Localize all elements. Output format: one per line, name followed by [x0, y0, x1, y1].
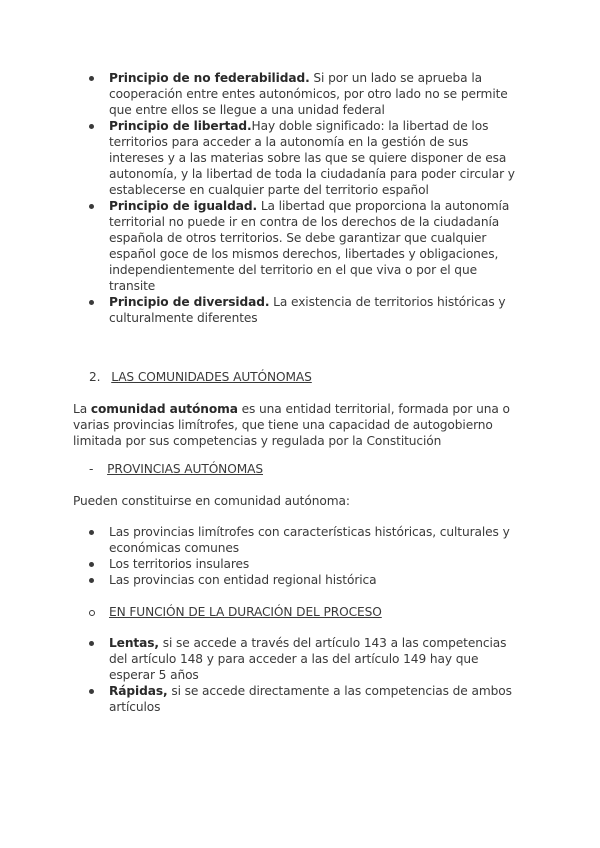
definition-prefix: La — [73, 402, 91, 416]
principle-term: Principio de no federabilidad. — [109, 71, 310, 85]
speed-term: Rápidas, — [109, 684, 168, 698]
list-item — [0, 294, 600, 326]
intro-text: Pueden constituirse en comunidad autónoma: — [73, 494, 350, 508]
principle-text: Hay doble significado: la libertad de los territorios para acceder a la autonomía en la gestión de sus intereses y a las materias sobre las que se quiere disponer de esa autonomía, y la libertad de toda la ciudadanía para poder circular y establecerse en cualquier parte del territorio español — [109, 119, 515, 197]
principle-term: Principio de libertad. — [109, 119, 252, 133]
section-title: LAS COMUNIDADES AUTÓNOMAS — [111, 370, 312, 384]
definition-term: comunidad autónoma — [90, 402, 238, 416]
bullet-icon — [89, 578, 94, 583]
principle-text: La existencia de territorios históricas y culturalmente diferentes — [109, 295, 506, 325]
provinces-list — [0, 524, 600, 588]
principle-text: La libertad que proporciona la autonomía territorial no puede ir en contra de los derechos de la ciudadanía española de otros territorios. Se debe garantizar que cualquier español goce de los mismos derechos, libertades y obligaciones, independientemente del territorio en el que viva o por el que transite — [109, 199, 510, 293]
section-heading — [89, 369, 312, 385]
principle-term: Principio de diversidad. — [109, 295, 270, 309]
bullet-icon — [89, 300, 94, 305]
definition-text: es una entidad territorial, formada por una o varias provincias limítrofes, que tiene una capacidad de autogobierno limitada por sus competencias y regulada por la Constitución — [73, 402, 510, 448]
principles-list — [0, 70, 600, 326]
bullet-icon — [89, 562, 94, 567]
bullet-icon — [89, 689, 94, 694]
section-number: 2. — [89, 370, 101, 384]
list-item — [0, 556, 600, 572]
circle-bullet-icon — [89, 610, 95, 616]
speed-term: Lentas, — [109, 636, 159, 650]
province-text: Los territorios insulares — [109, 557, 250, 571]
subsection-heading — [89, 461, 263, 477]
principle-text: Si por un lado se aprueba la cooperación entre entes autonómicos, por otro lado no se permite que entre ellos se llegue a una unidad federal — [109, 71, 508, 117]
list-item — [0, 524, 600, 556]
list-item — [0, 683, 600, 715]
bullet-icon — [89, 641, 94, 646]
list-item — [0, 198, 600, 294]
bullet-icon — [89, 76, 94, 81]
subsubsection-title: EN FUNCIÓN DE LA DURACIÓN DEL PROCESO — [109, 605, 382, 619]
dash-marker: - — [89, 462, 94, 476]
list-item — [0, 70, 600, 118]
list-item — [0, 118, 600, 198]
province-text: Las provincias con entidad regional histórica — [109, 573, 377, 587]
bullet-icon — [89, 124, 94, 129]
subsection-title: PROVINCIAS AUTÓNOMAS — [107, 462, 263, 476]
bullet-icon — [89, 204, 94, 209]
province-text: Las provincias limítrofes con características históricas, culturales y económicas comunes — [109, 525, 510, 555]
subsubsection-heading — [89, 604, 509, 620]
principle-term: Principio de igualdad. — [109, 199, 258, 213]
speed-text: si se accede a través del artículo 143 a las competencias del artículo 148 y para acceder a las del artículo 149 hay que esperar 5 años — [109, 636, 507, 682]
speeds-list — [0, 635, 600, 715]
speed-text: si se accede directamente a las competencias de ambos artículos — [109, 684, 512, 714]
list-item — [0, 635, 600, 683]
definition-paragraph — [73, 401, 520, 449]
bullet-icon — [89, 530, 94, 535]
list-item — [0, 572, 600, 588]
